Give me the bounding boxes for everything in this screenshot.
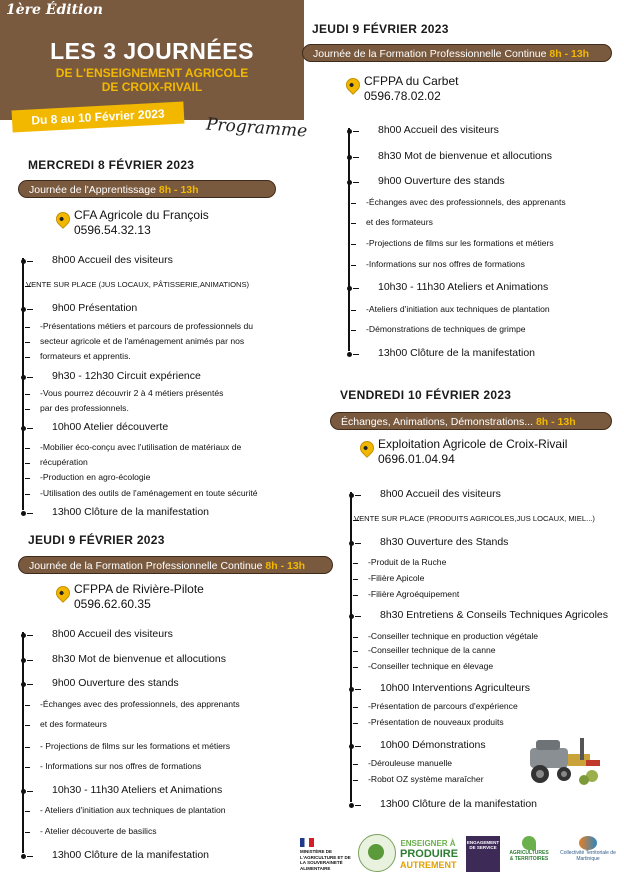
- tractor-illustration: [524, 730, 604, 790]
- timeline-dash: [353, 780, 358, 781]
- timeline-dash: [351, 223, 356, 224]
- timeline-dot: [21, 789, 26, 794]
- timeline-line: [22, 258, 24, 510]
- timeline-dash: [353, 651, 358, 652]
- timeline-dot: [349, 803, 354, 808]
- timeline-dash: [27, 261, 33, 262]
- day1-detail: -Mobilier éco-conçu avec l'utilisation de matériaux de: [40, 442, 242, 452]
- day1-place: [74, 208, 209, 238]
- subtitle: [0, 66, 304, 94]
- day2a-place-name: CFPPA de Rivière-Pilote: [74, 582, 204, 596]
- timeline-dot: [21, 426, 26, 431]
- day2a-place: [74, 582, 204, 612]
- timeline-line: [350, 492, 352, 802]
- day2b-theme-pill: [302, 44, 612, 62]
- day1-place-name: CFA Agricole du François: [74, 208, 209, 222]
- timeline-dot: [349, 744, 354, 749]
- day3-event: 8h30 Entretiens & Conseils Techniques Agricoles: [380, 609, 609, 621]
- green-emblem-logo: [358, 834, 396, 872]
- day1-detail: -Présentations métiers et parcours de professionnels du: [40, 321, 254, 331]
- day3-phone: 0696.01.04.94: [378, 452, 455, 466]
- day2a-event: 9h00 Ouverture des stands: [52, 677, 179, 689]
- timeline-dash: [27, 309, 33, 310]
- timeline-dash: [27, 428, 33, 429]
- ministry-logo: [300, 838, 356, 871]
- day1-sale-note: VENTE SUR PLACE (JUS LOCAUX, PÂTISSERIE,ANIMATIONS): [26, 280, 250, 289]
- day1-event: 8h00 Accueil des visiteurs: [52, 254, 173, 266]
- day2a-theme-pill: [18, 556, 333, 574]
- timeline-dot: [349, 541, 354, 546]
- date-range: Du 8 au 10 Février 2023: [12, 102, 185, 133]
- day2b-theme: Journée de la Formation Professionnelle Continue: [313, 48, 547, 60]
- day3-place-name: Exploitation Agricole de Croix-Rivail: [378, 437, 568, 451]
- timeline-dot: [21, 375, 26, 380]
- timeline-dash: [25, 832, 30, 833]
- day1-detail: -Utilisation des outils de l'aménagement en toute sécurité: [40, 488, 258, 498]
- day2b-detail: -Démonstrations de techniques de grimpe: [366, 324, 526, 334]
- day3-detail: -Robot OZ système maraîcher: [368, 774, 484, 784]
- timeline-dash: [25, 767, 30, 768]
- day3-detail: -Conseiller technique en élevage: [368, 661, 494, 671]
- agricultures-line-1: AGRICULTURES: [509, 850, 549, 856]
- timeline-line: [22, 632, 24, 853]
- timeline-dot: [347, 286, 352, 291]
- ministry-logo-text: MINISTÈRE DE L'AGRICULTURE ET DE LA SOUVERAINETÉ ALIMENTAIRE: [300, 849, 351, 871]
- page-title: LES 3 JOURNÉES: [50, 38, 254, 64]
- timeline-dot: [21, 682, 26, 687]
- day3-sale-note: VENTE SUR PLACE (PRODUITS AGRICOLES,JUS LOCAUX, MIEL...): [354, 514, 595, 523]
- day1-date: MERCREDI 8 FÉVRIER 2023: [28, 158, 195, 172]
- agricultures-line-2: & TERRITOIRES: [509, 856, 549, 862]
- timeline-dash: [353, 595, 358, 596]
- programme-label: Programme: [205, 114, 308, 142]
- timeline-dot: [349, 614, 354, 619]
- day3-event: 8h00 Accueil des visiteurs: [380, 488, 501, 500]
- day2b-event: 9h00 Ouverture des stands: [378, 175, 505, 187]
- day2a-event: 8h30 Mot de bienvenue et allocutions: [52, 653, 226, 665]
- day2a-detail: - Informations sur nos offres de formations: [40, 761, 202, 771]
- timeline-dot: [349, 493, 354, 498]
- timeline-dot: [347, 129, 352, 134]
- day3-event: 10h00 Interventions Agriculteurs: [380, 682, 531, 694]
- timeline-dash: [25, 394, 30, 395]
- day2a-theme: Journée de la Formation Professionnelle Continue: [29, 560, 263, 572]
- day2b-hours: 8h - 13h: [549, 48, 590, 60]
- timeline-dash: [25, 725, 30, 726]
- day1-detail: par des professionnels.: [40, 403, 129, 413]
- day3-detail: -Filière Agroéquipement: [368, 589, 460, 599]
- map-pin-icon: [357, 438, 377, 458]
- timeline-line: [348, 128, 350, 351]
- timeline-dot: [21, 259, 26, 264]
- timeline-dash: [353, 707, 358, 708]
- timeline-dot: [21, 658, 26, 663]
- day1-event: 9h30 - 12h30 Circuit expérience: [52, 370, 201, 382]
- day2b-detail: et des formateurs: [366, 217, 433, 227]
- day3-event: 10h00 Démonstrations: [380, 739, 486, 751]
- day2b-phone: 0596.78.02.02: [364, 89, 441, 103]
- day1-event: 13h00 Clôture de la manifestation: [52, 506, 210, 518]
- day3-event: 8h30 Ouverture des Stands: [380, 536, 509, 548]
- timeline-dash: [27, 856, 33, 857]
- day2b-detail: -Informations sur nos offres de formations: [366, 259, 525, 269]
- day3-theme: Échanges, Animations, Démonstrations...: [341, 416, 534, 428]
- timeline-dash: [351, 330, 356, 331]
- day3-theme-pill: [330, 412, 612, 430]
- timeline-dash: [353, 579, 358, 580]
- day2b-detail: -Échanges avec des professionnels, des apprenants: [366, 197, 566, 207]
- day1-phone: 0596.54.32.13: [74, 223, 151, 237]
- timeline-dash: [27, 377, 33, 378]
- timeline-dash: [353, 182, 359, 183]
- timeline-dot: [21, 511, 26, 516]
- day2b-detail: -Projections de films sur les formations et métiers: [366, 238, 554, 248]
- timeline-dash: [25, 478, 30, 479]
- day2a-hours: 8h - 13h: [265, 560, 306, 572]
- timeline-dash: [27, 635, 33, 636]
- map-pin-icon: [53, 583, 73, 603]
- timeline-dash: [353, 157, 359, 158]
- timeline-dash: [25, 494, 30, 495]
- day2a-event: 10h30 - 11h30 Ateliers et Animations: [52, 784, 223, 796]
- day3-detail: -Produit de la Ruche: [368, 557, 447, 567]
- day2b-detail: -Ateliers d'initiation aux techniques de plantation: [366, 304, 550, 314]
- timeline-dash: [351, 265, 356, 266]
- engagement-logo-text: ENGAGEMENT DE SERVICE: [466, 840, 500, 850]
- timeline-dash: [351, 310, 356, 311]
- timeline-dash: [353, 667, 358, 668]
- timeline-dash: [25, 409, 30, 410]
- timeline-dash: [27, 791, 33, 792]
- timeline-dash: [25, 448, 30, 449]
- agricultures-logo: [508, 836, 550, 862]
- day2b-date: JEUDI 9 FÉVRIER 2023: [312, 22, 449, 36]
- day1-detail: récupération: [40, 457, 88, 467]
- day2b-event: 8h30 Mot de bienvenue et allocutions: [378, 150, 552, 162]
- day3-place: [378, 437, 567, 467]
- timeline-dash: [25, 327, 30, 328]
- day3-event: 13h00 Clôture de la manifestation: [380, 798, 538, 810]
- day1-theme-pill: [18, 180, 276, 198]
- timeline-dash: [353, 354, 359, 355]
- day1-detail: formateurs et apprentis.: [40, 351, 131, 361]
- timeline-dot: [347, 155, 352, 160]
- timeline-dash: [355, 746, 361, 747]
- day2a-detail: - Atelier découverte de basilics: [40, 826, 157, 836]
- timeline-dot: [21, 854, 26, 859]
- day1-detail: secteur agricole et de l'aménagement animés par nos: [40, 336, 245, 346]
- day1-hours: 8h - 13h: [158, 184, 199, 196]
- timeline-dash: [25, 811, 30, 812]
- timeline-dot: [21, 633, 26, 638]
- day3-detail: -Présentation de parcours d'expérience: [368, 701, 518, 711]
- subtitle-line-1: DE L'ENSEIGNEMENT AGRICOLE: [55, 66, 249, 80]
- day1-detail: -Vous pourrez découvrir 2 à 4 métiers présentés: [40, 388, 224, 398]
- enseigner-line-3: AUTREMENT: [400, 860, 457, 870]
- timeline-dot: [347, 352, 352, 357]
- timeline-dash: [355, 805, 361, 806]
- timeline-dash: [353, 131, 359, 132]
- collectivite-logo: [558, 836, 618, 862]
- day2b-place-name: CFPPA du Carbet: [364, 74, 459, 88]
- day1-event: 10h00 Atelier découverte: [52, 421, 169, 433]
- day2a-detail: -Échanges avec des professionnels, des apprenants: [40, 699, 240, 709]
- timeline-dash: [25, 342, 30, 343]
- day2b-place: [364, 74, 459, 104]
- timeline-dash: [25, 357, 30, 358]
- edition-label: 1ère Édition: [6, 2, 103, 18]
- day2a-detail: et des formateurs: [40, 719, 107, 729]
- timeline-dash: [25, 705, 30, 706]
- timeline-dash: [27, 684, 33, 685]
- timeline-dash: [353, 288, 359, 289]
- day3-detail: -Dérouleuse manuelle: [368, 758, 453, 768]
- timeline-dash: [353, 637, 358, 638]
- day2a-detail: - Ateliers d'initiation aux techniques de plantation: [40, 805, 226, 815]
- timeline-dash: [355, 689, 361, 690]
- timeline-dash: [353, 723, 358, 724]
- day1-event: 9h00 Présentation: [52, 302, 138, 314]
- day2b-event: 8h00 Accueil des visiteurs: [378, 124, 499, 136]
- day1-detail: -Production en agro-écologie: [40, 472, 151, 482]
- timeline-dash: [351, 203, 356, 204]
- day2a-event: 8h00 Accueil des visiteurs: [52, 628, 173, 640]
- timeline-dot: [21, 307, 26, 312]
- day3-hours: 8h - 13h: [535, 416, 576, 428]
- map-pin-icon: [53, 209, 73, 229]
- enseigner-line-1: ENSEIGNER À: [400, 839, 456, 848]
- day3-detail: -Présentation de nouveaux produits: [368, 717, 504, 727]
- timeline-dash: [353, 764, 358, 765]
- timeline-dash: [351, 244, 356, 245]
- timeline-dash: [355, 543, 361, 544]
- timeline-dot: [347, 180, 352, 185]
- timeline-dash: [353, 563, 358, 564]
- day2b-event: 10h30 - 11h30 Ateliers et Animations: [378, 281, 549, 293]
- day2a-detail: - Projections de films sur les formations et métiers: [40, 741, 231, 751]
- day3-detail: -Filière Apicole: [368, 573, 425, 583]
- timeline-dash: [25, 747, 30, 748]
- day2a-phone: 0596.62.60.35: [74, 597, 151, 611]
- collectivite-logo-text: Collectivité Territoriale de Martinique: [560, 850, 616, 862]
- timeline-dot: [349, 687, 354, 692]
- timeline-dash: [27, 513, 33, 514]
- day2a-event: 13h00 Clôture de la manifestation: [52, 849, 210, 861]
- enseigner-logo: [400, 838, 459, 871]
- enseigner-line-2: PRODUIRE: [400, 848, 459, 860]
- map-pin-icon: [343, 75, 363, 95]
- day3-date: VENDREDI 10 FÉVRIER 2023: [340, 388, 512, 402]
- subtitle-line-2: DE CROIX-RIVAIL: [101, 80, 203, 94]
- timeline-dash: [355, 495, 361, 496]
- day2b-event: 13h00 Clôture de la manifestation: [378, 347, 536, 359]
- timeline-dash: [27, 660, 33, 661]
- day1-theme: Journée de l'Apprentissage: [29, 184, 156, 196]
- engagement-logo: [466, 836, 500, 872]
- day3-detail: -Conseiller technique en production végétale: [368, 631, 539, 641]
- day2a-date: JEUDI 9 FÉVRIER 2023: [28, 533, 165, 547]
- day3-detail: -Conseiller technique de la canne: [368, 645, 496, 655]
- timeline-dash: [355, 616, 361, 617]
- timeline-dash: [25, 463, 30, 464]
